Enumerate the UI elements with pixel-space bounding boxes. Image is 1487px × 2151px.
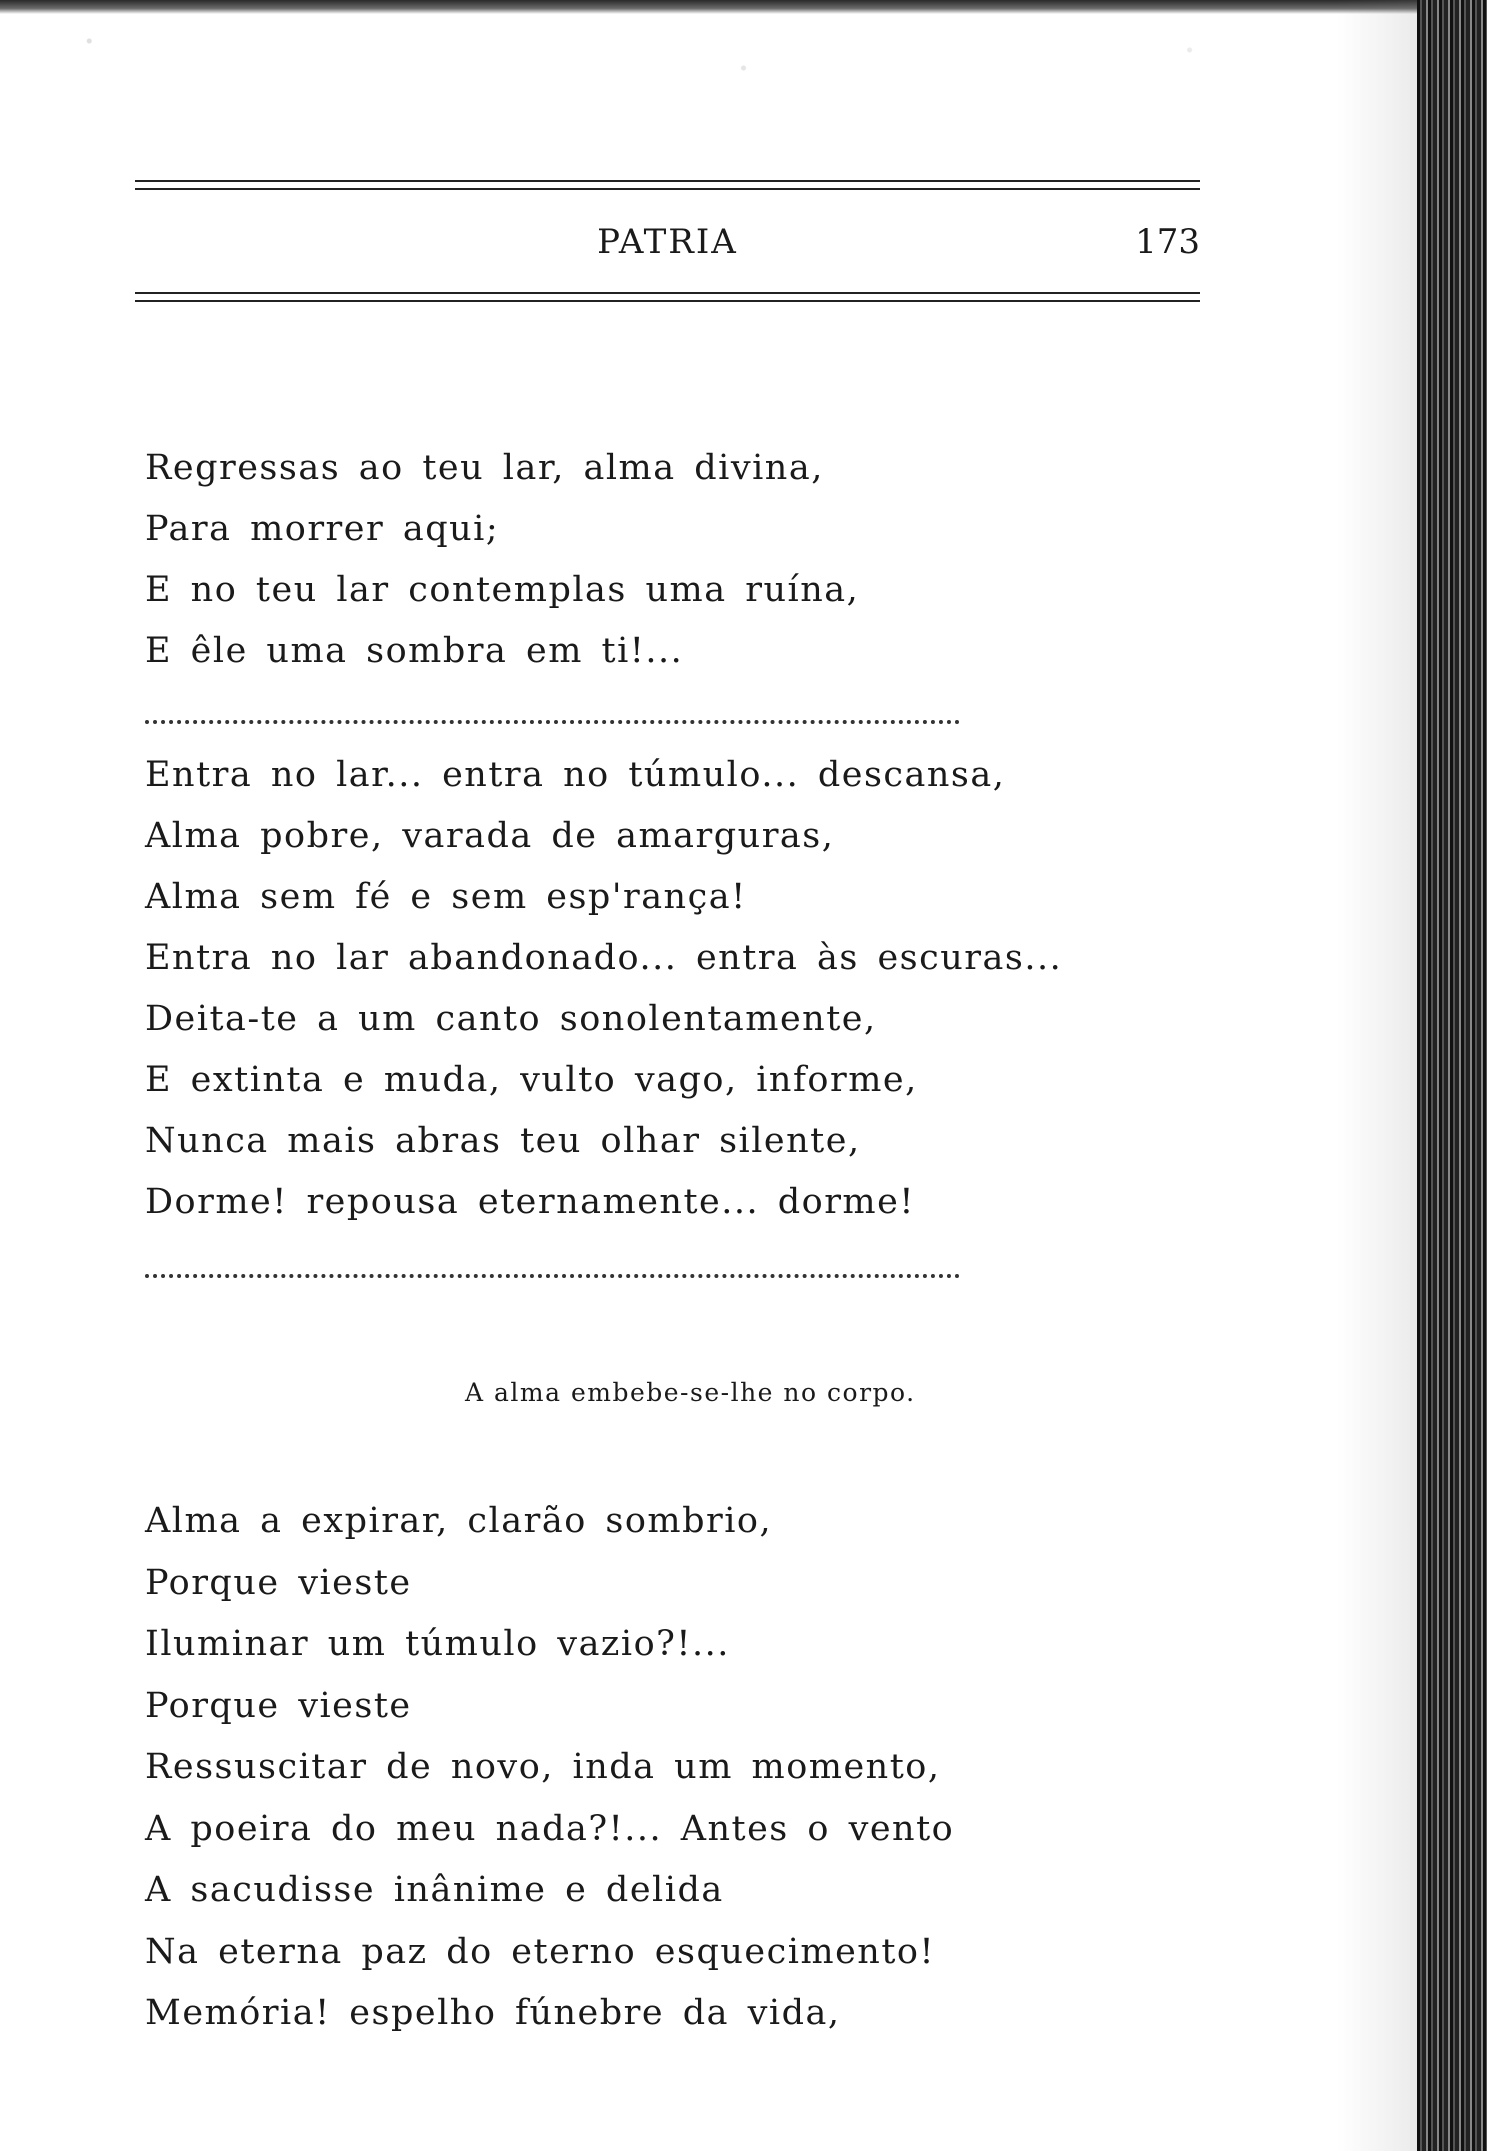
verse-line: Alma sem fé e sem esp'rança! xyxy=(145,877,747,917)
dotted-separator xyxy=(145,716,960,724)
verse-line: Alma a expirar, clarão sombrio, xyxy=(145,1501,773,1541)
verse-line: Dorme! repousa eternamente... dorme! xyxy=(145,1182,915,1222)
header-rule-bottom xyxy=(135,292,1200,302)
verse-line: Entra no lar... entra no túmulo... descansa, xyxy=(145,755,1006,795)
page-number: 173 xyxy=(1135,222,1200,262)
verse-line: Nunca mais abras teu olhar silente, xyxy=(145,1121,861,1161)
dotted-separator xyxy=(145,1270,960,1278)
verse-line: Para morrer aqui; xyxy=(145,509,500,549)
stanza-3 xyxy=(145,1491,954,2045)
verse-line: A poeira do meu nada?!... Antes o vento xyxy=(145,1808,955,1849)
verse-line: E extinta e muda, vulto vago, informe, xyxy=(145,1060,918,1100)
verse-line: E no teu lar contemplas uma ruína, xyxy=(145,570,860,610)
verse-line: Porque vieste xyxy=(145,1685,412,1726)
verse-line: Entra no lar abandonado... entra às escuras... xyxy=(145,938,1063,978)
page-edge-stack xyxy=(1417,0,1487,2151)
verse-line: Alma pobre, varada de amarguras, xyxy=(145,816,835,856)
verse-line: Na eterna paz do eterno esquecimento! xyxy=(145,1931,936,1972)
stanza-1 xyxy=(145,438,859,682)
verse-line: Memória! espelho fúnebre da vida, xyxy=(145,1993,841,2033)
scan-speckle xyxy=(0,14,1487,104)
page-top-shadow xyxy=(0,0,1487,14)
stanza-2 xyxy=(145,745,1062,1233)
verse-line: Ressuscitar de novo, inda um momento, xyxy=(145,1747,941,1787)
binding-shadow xyxy=(1337,0,1417,2151)
verse-line: Deita-te a um canto sonolentamente, xyxy=(145,999,877,1039)
running-title: PATRIA xyxy=(597,222,738,262)
verse-line: Regressas ao teu lar, alma divina, xyxy=(145,448,824,488)
verse-line: Porque vieste xyxy=(145,1562,412,1603)
header-rule-top xyxy=(135,180,1200,190)
verse-line: A sacudisse inânime e delida xyxy=(145,1870,724,1910)
verse-line: E êle uma sombra em ti!... xyxy=(145,631,684,671)
verse-line: Iluminar um túmulo vazio?!... xyxy=(145,1624,730,1664)
stage-direction: A alma embebe-se-lhe no corpo. xyxy=(465,1378,916,1407)
